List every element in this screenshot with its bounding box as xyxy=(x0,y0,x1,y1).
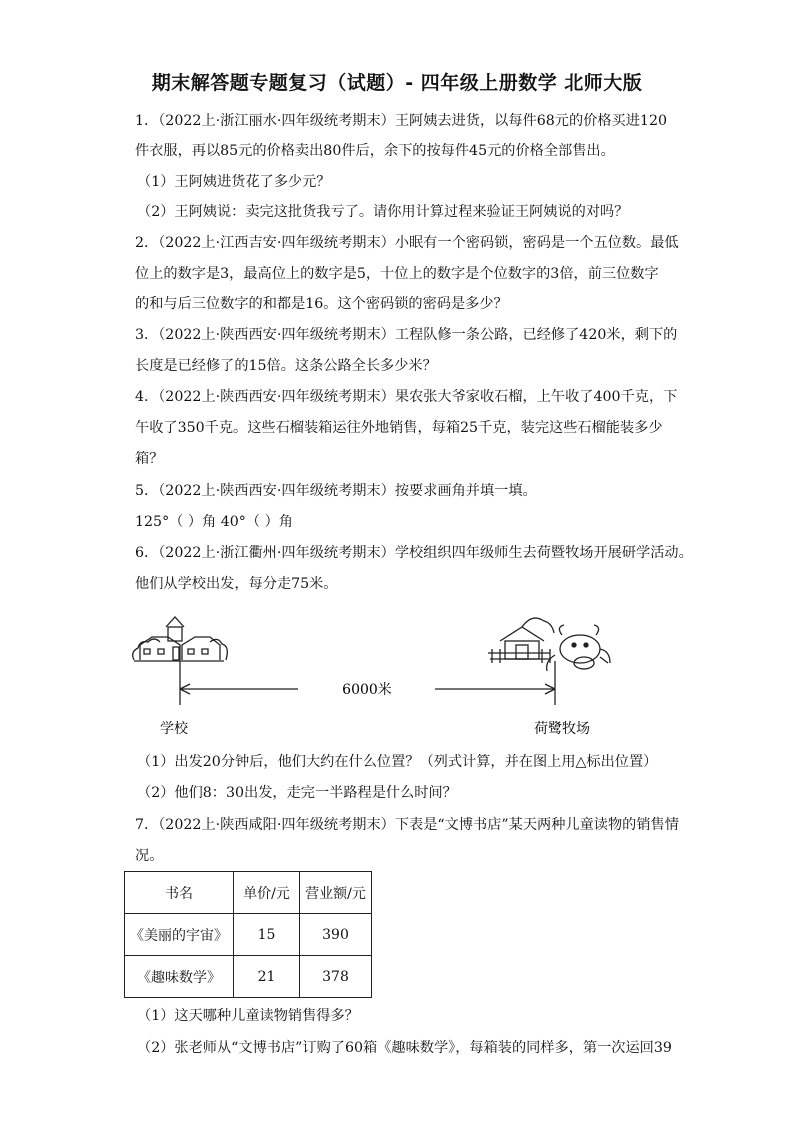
header-unit-price: 单价/元 xyxy=(234,872,300,914)
q2-line-1: 2．（2022上·江西吉安·四年级统考期末）小眠有一个密码锁，密码是一个五位数。最低 xyxy=(135,235,679,251)
q3-line-2: 长度是已经修了的15倍。这条公路全长多少米？ xyxy=(135,358,437,374)
q6-sub-2: （2）他们8：30出发，走完一半路程是什么时间？ xyxy=(137,785,457,801)
q6-line-2: 他们从学校出发，每分走75米。 xyxy=(135,576,338,592)
distance-label: 6000米 xyxy=(342,682,392,698)
q1-sub-1: （1）王阿姨进货花了多少元？ xyxy=(137,174,331,190)
q1-line-1: 1．（2022上·浙江丽水·四年级统考期末）王阿姨去进货，以每件68元的价格买进120 xyxy=(135,113,667,129)
sales-table xyxy=(124,871,372,998)
q1-sub-2: （2）王阿姨说：卖完这批货我亏了。请你用计算过程来验证王阿姨说的对吗？ xyxy=(137,204,629,220)
q7-sub-1: （1）这天哪种儿童读物销售得多？ xyxy=(137,1008,359,1024)
cell-unit-price: 15 xyxy=(234,914,300,956)
cell-unit-price: 21 xyxy=(234,956,300,998)
q6-line-1: 6．（2022上·浙江衢州·四年级统考期末）学校组织四年级师生去荷暨牧场开展研学活动。 xyxy=(135,545,693,561)
table-row xyxy=(125,914,372,956)
table-row xyxy=(125,956,372,998)
q5-angles: 125°（ ）角 40°（ ）角 xyxy=(135,514,293,530)
q7-line-2: 况。 xyxy=(135,848,164,864)
header-revenue: 营业额/元 xyxy=(300,872,372,914)
cell-revenue: 390 xyxy=(300,914,372,956)
distance-diagram xyxy=(130,605,630,745)
cell-revenue: 378 xyxy=(300,956,372,998)
q6-sub-1: （1）出发20分钟后，他们大约在什么位置？（列式计算，并在图上用△标出位置） xyxy=(137,754,658,770)
school-label: 学校 xyxy=(160,721,188,737)
q7-sub-2: （2）张老师从“文博书店”订购了60箱《趣味数学》，每箱装的同样多，第一次运回39 xyxy=(137,1040,672,1056)
cell-book-name: 《美丽的宇宙》 xyxy=(125,914,234,956)
q4-line-3: 箱？ xyxy=(135,451,164,467)
q7-line-1: 7．（2022上·陕西咸阳·四年级统考期末）下表是“文博书店”某天两种儿童读物的销售情 xyxy=(135,817,679,833)
q4-line-1: 4．（2022上·陕西西安·四年级统考期末）果农张大爷家收石榴，上午收了400千克，下 xyxy=(135,389,678,405)
school-building-icon xyxy=(133,617,228,681)
header-book-name: 书名 xyxy=(125,872,234,914)
q2-line-3: 的和与后三位数字的和都是16。这个密码锁的密码是多少？ xyxy=(135,296,508,312)
page-title: 期末解答题专题复习（试题）- 四年级上册数学 北师大版 xyxy=(151,72,643,94)
cow-icon xyxy=(547,625,610,681)
q4-line-2: 午收了350千克。这些石榴装箱运往外地销售，每箱25千克，装完这些石榴能装多少 xyxy=(135,420,663,436)
farm-house-icon xyxy=(488,618,554,663)
farm-label: 荷鹭牧场 xyxy=(534,721,590,737)
q1-line-2: 件衣服，再以85元的价格卖出80件后，余下的按每件45元的价格全部售出。 xyxy=(135,143,615,159)
cell-book-name: 《趣味数学》 xyxy=(125,956,234,998)
table-header-row xyxy=(125,872,372,914)
q5-line-1: 5．（2022上·陕西西安·四年级统考期末）按要求画角并填一填。 xyxy=(135,483,537,499)
q2-line-2: 位上的数字是3，最高位上的数字是5，十位上的数字是个位数字的3倍，前三位数字 xyxy=(135,266,659,282)
q3-line-1: 3．（2022上·陕西西安·四年级统考期末）工程队修一条公路，已经修了420米，剩下的 xyxy=(135,327,678,343)
